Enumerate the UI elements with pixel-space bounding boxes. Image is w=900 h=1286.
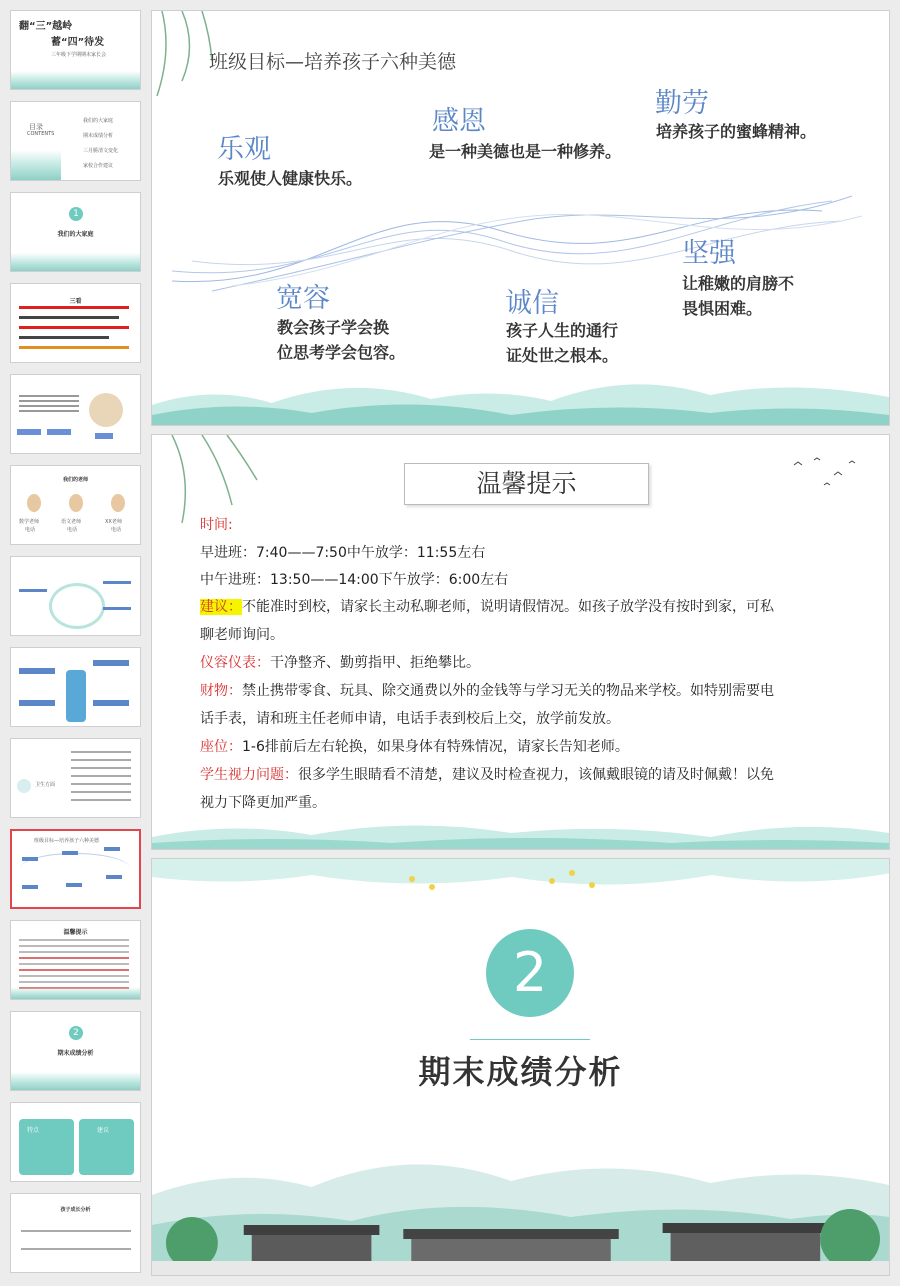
thumbnail-slide-6[interactable]: [10, 465, 141, 545]
slide-six-virtues[interactable]: [151, 10, 890, 426]
thumb-text-line: [19, 306, 129, 309]
thumb-label: 卫生方面: [35, 782, 56, 788]
village-landscape-decoration: [152, 1125, 889, 1275]
virtue-title-optimism: 乐观: [217, 134, 271, 165]
virtue-desc-diligence: 培养孩子的蜜蜂精神。: [656, 122, 817, 141]
thumb-tag: [104, 847, 120, 851]
thumb-text-line: [19, 346, 129, 349]
thumb-text-block: [21, 1230, 131, 1232]
thumbnail-slide-3[interactable]: [10, 192, 141, 272]
thumb-tag: [19, 700, 55, 706]
thumbnail-slide-8[interactable]: [10, 647, 141, 727]
thumb-card: [79, 1119, 134, 1175]
thumb-title: 我们的老师: [62, 477, 88, 483]
thumb-text-line: [19, 589, 47, 592]
time-label: 时间:: [200, 517, 233, 533]
virtue-title-gratitude: 感恩: [432, 106, 486, 137]
vision-paragraph: 学生视力问题：很多学生眼睛看不清楚，建议及时检查视力，该佩戴眼镜的请及时佩戴！以免: [200, 767, 774, 783]
teacher-label: XX老师: [105, 519, 122, 525]
thumbnail-slide-12[interactable]: [10, 1011, 141, 1091]
mountain-decoration: [11, 253, 140, 271]
teacher-phone: 电话: [111, 527, 122, 533]
thumb-toc-subtitle: CONTENTS: [27, 131, 55, 137]
section-title: 期末成绩分析: [418, 1053, 623, 1091]
thumb-card: [19, 1119, 74, 1175]
thumb-text-block: [19, 939, 129, 941]
thumb-card-title: 特点: [27, 1127, 40, 1134]
advice-paragraph-cont: 聊老师询问。: [200, 627, 284, 643]
mountain-landscape-decoration: [152, 813, 889, 849]
thumb-diagram: [49, 583, 105, 629]
heading-box: [404, 463, 649, 505]
mountain-decoration: [11, 987, 140, 999]
thumb-text-line: [19, 336, 109, 339]
advice-label: 建议：: [200, 599, 242, 615]
thumb-tag: [47, 429, 71, 435]
noon-schedule: 中午进班：13:50——14:00下午放学：6:00左右: [200, 572, 509, 588]
thumb-road-graphic: [66, 670, 86, 722]
seat-label: 座位：: [200, 739, 242, 755]
thumb-tag: [93, 660, 129, 666]
vision-paragraph-cont: 视力下降更加严重。: [200, 795, 326, 811]
title-divider: [470, 1039, 590, 1040]
thumb-title-line1: 翻“三”越岭: [19, 21, 73, 32]
thumb-tag: [22, 857, 38, 861]
virtue-desc-gratitude: 是一种美德也是一种修养。: [429, 142, 622, 161]
thumbnail-slide-9[interactable]: [10, 738, 141, 818]
birds-decoration: [789, 455, 869, 495]
slide-heading: 温馨提示: [476, 469, 577, 498]
thumb-tag: [22, 885, 38, 889]
thumbnail-slide-7[interactable]: [10, 556, 141, 636]
thumb-text-line: [103, 581, 131, 584]
seat-paragraph: 座位：1-6排前后左右轮换，如果身体有特殊情况，请家长告知老师。: [200, 739, 629, 755]
belongings-label: 财物：: [200, 683, 242, 699]
slide-heading: 班级目标—培养孩子六种美德: [209, 51, 457, 73]
yellow-blossom-decoration: [382, 859, 682, 899]
thumb-section-title: 我们的大家庭: [57, 231, 94, 238]
thumb-card-title: 建议: [97, 1127, 110, 1134]
thumbnail-slide-5[interactable]: [10, 374, 141, 454]
section-number-badge: 2: [486, 929, 574, 1017]
thumb-text-line: [19, 316, 119, 319]
virtue-title-tolerance: 宽容: [276, 283, 330, 314]
appearance-paragraph: 仪容仪表：干净整齐、勤剪指甲、拒绝攀比。: [200, 655, 480, 671]
virtue-desc-optimism: 乐观使人健康快乐。: [218, 169, 363, 188]
thumbnail-slide-4[interactable]: [10, 283, 141, 363]
thumb-tag: [66, 883, 82, 887]
thumbnail-slide-11[interactable]: [10, 920, 141, 1000]
virtue-title-diligence: 勤劳: [655, 88, 709, 119]
virtue-desc-resilience: 让稚嫩的肩膀不 畏惧困难。: [682, 274, 795, 318]
morning-schedule: 早进班：7:40——7:50中午放学：11:55左右: [200, 545, 486, 561]
virtue-title-integrity: 诚信: [505, 288, 559, 319]
thumb-subtitle: 三年级下学期期末家长会: [51, 52, 107, 58]
thumb-toc-item: 我们的大家庭: [83, 118, 114, 124]
lightbulb-icon: [17, 779, 31, 793]
belongings-paragraph: 财物：禁止携带零食、玩具、除交通费以外的金钱等与学习无关的物品来学校。如特别需要电: [200, 683, 774, 699]
thumbnail-slide-10[interactable]: [10, 829, 141, 909]
virtue-title-resilience: 坚强: [682, 238, 736, 269]
teacher-phone: 电话: [67, 527, 78, 533]
thumb-title: 孩子成长分析: [60, 1207, 91, 1213]
thumb-tag: [95, 433, 113, 439]
thumbnail-slide-14[interactable]: [10, 1193, 141, 1273]
slide-thumbnail-panel: [0, 0, 147, 1286]
thumb-section-number: 2: [69, 1026, 83, 1040]
slide-section-2[interactable]: [151, 858, 890, 1276]
teacher-avatar: [27, 494, 41, 512]
teacher-phone: 电话: [25, 527, 36, 533]
thumb-text-line: [19, 326, 129, 329]
mountain-decoration: [11, 1072, 140, 1090]
thumb-text-line: [103, 607, 131, 610]
appearance-label: 仪容仪表：: [200, 655, 270, 671]
thumb-tag: [19, 668, 55, 674]
thumbnail-slide-1[interactable]: [10, 10, 141, 90]
virtue-desc-tolerance: 教会孩子学会换 位思考学会包容。: [277, 318, 406, 362]
vision-label: 学生视力问题：: [200, 767, 298, 783]
thumb-title: 三看: [69, 298, 82, 305]
thumb-tag: [106, 875, 122, 879]
thumb-illustration: [89, 393, 123, 427]
thumb-tag: [62, 851, 78, 855]
teacher-avatar: [69, 494, 83, 512]
belongings-paragraph-cont: 话手表，请和班主任老师申请，电话手表到校后上交，放学前发放。: [200, 711, 620, 727]
thumb-title-line2: 蓄“四”待发: [51, 37, 105, 48]
thumb-toc-item: 期末成绩分析: [83, 133, 114, 139]
thumb-toc-item: 家校合作建议: [83, 163, 114, 169]
mountain-decoration: [11, 150, 61, 180]
thumb-section-title: 期末成绩分析: [57, 1050, 94, 1057]
thumb-text-block: [71, 751, 131, 753]
mountain-decoration: [11, 71, 140, 89]
teacher-label: 数学老师: [19, 519, 40, 525]
thumbnail-slide-13[interactable]: [10, 1102, 141, 1182]
mountain-landscape-decoration: [152, 365, 889, 425]
thumb-title: 班级目标—培养孩子六种美德: [34, 838, 100, 844]
teacher-avatar: [111, 494, 125, 512]
thumb-title: 温馨提示: [63, 929, 88, 936]
thumbnail-slide-2[interactable]: [10, 101, 141, 181]
teacher-label: 语文老师: [61, 519, 82, 525]
advice-paragraph: 建议：不能准时到校，请家长主动私聊老师，说明请假情况。如孩子放学没有按时到家，可私: [200, 599, 774, 615]
thumb-text-block: [19, 395, 79, 397]
thumb-tag: [17, 429, 41, 435]
thumb-section-number: 1: [69, 207, 83, 221]
thumb-tag: [93, 700, 129, 706]
virtue-desc-integrity: 孩子人生的通行 证处世之根本。: [506, 321, 619, 365]
thumb-toc-item: 三月勝清文变化: [83, 148, 119, 154]
slide-warm-tips[interactable]: [151, 434, 890, 850]
thumb-toc-title: 目录: [29, 123, 43, 131]
